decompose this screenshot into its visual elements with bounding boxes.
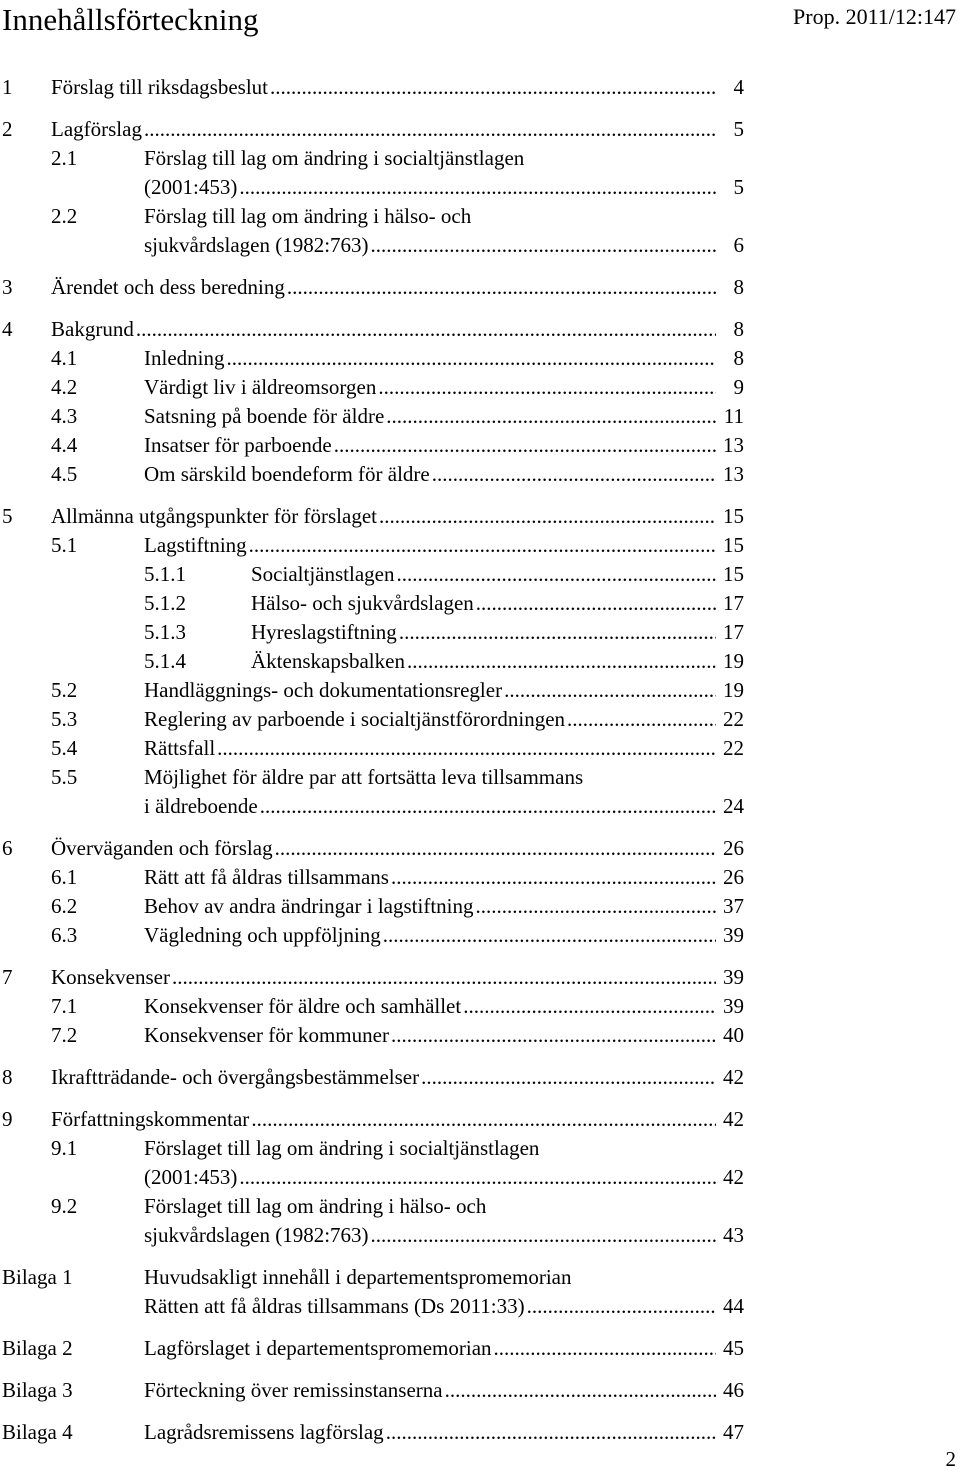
- toc-entry[interactable]: [0, 1292, 744, 1320]
- toc-page-number: 44: [723, 1294, 744, 1318]
- toc-entry-title: Hyreslagstiftning: [251, 620, 397, 644]
- toc-page-number: 5: [733, 117, 744, 141]
- dot-leader: [396, 560, 716, 588]
- dot-leader: [249, 531, 716, 559]
- toc-entry-title: Insatser för parboende: [144, 433, 332, 457]
- toc-page-number: 26: [723, 865, 744, 889]
- toc-page-number: 17: [723, 591, 744, 615]
- toc-page-number: 42: [723, 1107, 744, 1131]
- toc-entry-title: Vägledning och uppföljning: [144, 923, 381, 947]
- toc-entry-number: Bilaga 3: [2, 1378, 73, 1402]
- toc-entry-number: 4.3: [51, 404, 78, 428]
- toc-entry-title: sjukvårdslagen (1982:763): [144, 233, 369, 257]
- toc-page-number: 46: [723, 1378, 744, 1402]
- dot-leader: [217, 734, 716, 762]
- toc-entry[interactable]: [0, 531, 744, 559]
- toc-entry[interactable]: [0, 1376, 744, 1404]
- dot-leader: [371, 231, 716, 259]
- toc-entry-title: Behov av andra ändringar i lagstiftning: [144, 894, 474, 918]
- dot-leader: [239, 1163, 716, 1191]
- dot-leader: [567, 705, 716, 733]
- toc-page-number: 8: [733, 317, 744, 341]
- toc-entry[interactable]: [0, 1134, 744, 1162]
- toc-entry-number: Bilaga 2: [2, 1336, 73, 1360]
- toc-entry-title: Förteckning över remissinstanserna: [144, 1378, 443, 1402]
- dot-leader: [504, 676, 716, 704]
- toc-entry[interactable]: [0, 315, 744, 343]
- dot-leader: [386, 1418, 716, 1446]
- toc-page-number: 47: [723, 1420, 744, 1444]
- toc-entry-number: 8: [2, 1065, 13, 1089]
- toc-entry-number: 5.1: [51, 533, 78, 557]
- toc-entry[interactable]: [0, 863, 744, 891]
- toc-entry-number: 5.1.1: [144, 562, 186, 586]
- toc-page-number: 37: [723, 894, 744, 918]
- toc-entry-number: 2: [2, 117, 13, 141]
- toc-entry-number: 5: [2, 504, 13, 528]
- toc-entry-number: 4.4: [51, 433, 78, 457]
- toc-entry-title: Äktenskapsbalken: [251, 649, 405, 673]
- toc-entry-title: i äldreboende: [144, 794, 258, 818]
- toc-entry[interactable]: [0, 402, 744, 430]
- toc-entry-title: (2001:453): [144, 175, 238, 199]
- toc-entry-title: Värdigt liv i äldreomsorgen: [144, 375, 377, 399]
- toc-entry[interactable]: [0, 560, 744, 588]
- toc-entry[interactable]: [0, 144, 744, 172]
- toc-entry-title: Lagförslag: [51, 117, 142, 141]
- toc-page-number: 19: [723, 649, 744, 673]
- toc-entry[interactable]: [0, 1163, 744, 1191]
- toc-page-number: 42: [723, 1065, 744, 1089]
- toc-entry-number: 9: [2, 1107, 13, 1131]
- dot-leader: [172, 963, 716, 991]
- toc-page-number: 19: [723, 678, 744, 702]
- toc-entry-number: 4: [2, 317, 13, 341]
- toc-entry[interactable]: [0, 921, 744, 949]
- page-number: 2: [945, 1447, 956, 1471]
- toc-entry[interactable]: [0, 734, 744, 762]
- toc-entry-title: Konsekvenser: [51, 965, 170, 989]
- toc-entry[interactable]: [0, 373, 744, 401]
- toc-entry-number: 9.2: [51, 1194, 78, 1218]
- dot-leader: [399, 618, 716, 646]
- toc-page-number: 15: [723, 504, 744, 528]
- toc-entry-title: (2001:453): [144, 1165, 238, 1189]
- dot-leader: [494, 1334, 716, 1362]
- toc-page-number: 22: [723, 707, 744, 731]
- toc-entry[interactable]: [0, 115, 744, 143]
- toc-entry-number: 5.1.3: [144, 620, 186, 644]
- toc-entry-title: Socialtjänstlagen: [251, 562, 395, 586]
- toc-entry[interactable]: [0, 460, 744, 488]
- toc-entry-number: 7.2: [51, 1023, 78, 1047]
- toc-entry[interactable]: [0, 705, 744, 733]
- page-title: Innehållsförteckning: [2, 2, 259, 37]
- toc-page-number: 26: [723, 836, 744, 860]
- toc-entry[interactable]: [0, 502, 744, 530]
- toc-entry[interactable]: [0, 676, 744, 704]
- toc-page-number: 6: [733, 233, 744, 257]
- toc-entry-number: 5.2: [51, 678, 78, 702]
- toc-entry-title: Överväganden och förslag: [51, 836, 273, 860]
- toc-page-number: 13: [723, 462, 744, 486]
- toc-entry-title: Förslaget till lag om ändring i socialtjänstlagen: [144, 1136, 540, 1160]
- toc-entry-number: 2.1: [51, 146, 78, 170]
- toc-page-number: 5: [733, 175, 744, 199]
- toc-entry-number: 9.1: [51, 1136, 78, 1160]
- toc-entry-number: 6: [2, 836, 13, 860]
- dot-leader: [386, 402, 716, 430]
- toc-page-number: 39: [723, 994, 744, 1018]
- toc-entry-title: Hälso- och sjukvårdslagen: [251, 591, 474, 615]
- toc-entry-title: Rätt att få åldras tillsammans: [144, 865, 389, 889]
- toc-page-number: 15: [723, 562, 744, 586]
- dot-leader: [476, 589, 716, 617]
- toc-entry-title: Förslag till riksdagsbeslut: [51, 75, 268, 99]
- toc-entry[interactable]: [0, 1263, 744, 1291]
- toc-entry-number: 6.1: [51, 865, 78, 889]
- toc-entry[interactable]: [0, 344, 744, 372]
- toc-entry[interactable]: [0, 834, 744, 862]
- toc-entry-title: Inledning: [144, 346, 225, 370]
- toc-entry-number: 1: [2, 75, 13, 99]
- toc-page-number: 45: [723, 1336, 744, 1360]
- toc-entry-title: Lagförslaget i departementspromemorian: [144, 1336, 492, 1360]
- dot-leader: [445, 1376, 716, 1404]
- toc-entry-title: Huvudsakligt innehåll i departementspromemorian: [144, 1265, 572, 1289]
- toc-entry-number: 6.3: [51, 923, 78, 947]
- dot-leader: [144, 115, 716, 143]
- toc-entry-number: 5.1.2: [144, 591, 186, 615]
- toc-page-number: 43: [723, 1223, 744, 1247]
- toc-entry[interactable]: [0, 1334, 744, 1362]
- dot-leader: [378, 373, 716, 401]
- toc-page-number: 8: [733, 346, 744, 370]
- dot-leader: [270, 73, 716, 101]
- toc-entry-number: 3: [2, 275, 13, 299]
- toc-page-number: 4: [733, 75, 744, 99]
- toc-entry-number: Bilaga 4: [2, 1420, 73, 1444]
- toc-page-number: 17: [723, 620, 744, 644]
- toc-entry[interactable]: [0, 763, 744, 791]
- toc-entry-number: 5.1.4: [144, 649, 186, 673]
- toc-entry-title: Rättsfall: [144, 736, 216, 760]
- toc-page-number: 39: [723, 965, 744, 989]
- toc-page-number: 11: [723, 404, 744, 428]
- dot-leader: [260, 792, 716, 820]
- dot-leader: [226, 344, 716, 372]
- dot-leader: [391, 1021, 716, 1049]
- toc-entry[interactable]: [0, 273, 744, 301]
- toc-entry-number: 7: [2, 965, 13, 989]
- toc-entry[interactable]: [0, 647, 744, 675]
- dot-leader: [476, 892, 717, 920]
- toc-entry-number: 4.2: [51, 375, 78, 399]
- toc-entry-title: Förslag till lag om ändring i hälso- och: [144, 204, 472, 228]
- toc-page-number: 9: [733, 375, 744, 399]
- toc-entry[interactable]: [0, 1021, 744, 1049]
- toc-entry-title: Möjlighet för äldre par att fortsätta leva tillsammans: [144, 765, 584, 789]
- toc-page-number: 22: [723, 736, 744, 760]
- toc-entry-title: Bakgrund: [51, 317, 134, 341]
- dot-leader: [421, 1063, 716, 1091]
- toc-entry[interactable]: [0, 431, 744, 459]
- toc-entry-number: 7.1: [51, 994, 78, 1018]
- toc-entry[interactable]: [0, 202, 744, 230]
- dot-leader: [527, 1292, 716, 1320]
- toc-entry[interactable]: [0, 792, 744, 820]
- toc-entry-title: Reglering av parboende i socialtjänstförordningen: [144, 707, 566, 731]
- toc-entry-title: Konsekvenser för äldre och samhället: [144, 994, 462, 1018]
- toc-entry-title: Satsning på boende för äldre: [144, 404, 385, 428]
- dot-leader: [334, 431, 716, 459]
- toc-entry-title: Förslaget till lag om ändring i hälso- och: [144, 1194, 487, 1218]
- toc-entry[interactable]: [0, 618, 744, 646]
- toc-entry-title: Författningskommentar: [51, 1107, 250, 1131]
- toc-entry-number: Bilaga 1: [2, 1265, 73, 1289]
- toc-entry[interactable]: [0, 992, 744, 1020]
- toc-entry-title: Lagstiftning: [144, 533, 247, 557]
- toc-entry[interactable]: [0, 963, 744, 991]
- dot-leader: [407, 647, 716, 675]
- toc-page-number: 39: [723, 923, 744, 947]
- toc-page-number: 42: [723, 1165, 744, 1189]
- toc-entry-title: Rätten att få åldras tillsammans (Ds 2011:33): [144, 1294, 525, 1318]
- toc-entry-number: 5.4: [51, 736, 78, 760]
- dot-leader: [383, 921, 716, 949]
- toc-entry-number: 5.3: [51, 707, 78, 731]
- toc-entry-title: Om särskild boendeform för äldre: [144, 462, 430, 486]
- toc-entry-title: Handläggnings- och dokumentationsregler: [144, 678, 503, 702]
- toc-page-number: 13: [723, 433, 744, 457]
- dot-leader: [371, 1221, 716, 1249]
- toc-entry-title: Förslag till lag om ändring i socialtjänstlagen: [144, 146, 525, 170]
- dot-leader: [287, 273, 716, 301]
- toc-entry[interactable]: [0, 589, 744, 617]
- toc-entry[interactable]: [0, 892, 744, 920]
- proposition-id: Prop. 2011/12:147: [793, 4, 956, 29]
- toc-entry-title: Ärendet och dess beredning: [51, 275, 285, 299]
- dot-leader: [136, 315, 716, 343]
- dot-leader: [463, 992, 716, 1020]
- toc-entry-number: 4.5: [51, 462, 78, 486]
- toc-entry-number: 5.5: [51, 765, 78, 789]
- toc-entry[interactable]: [0, 1192, 744, 1220]
- dot-leader: [239, 173, 716, 201]
- toc-entry[interactable]: [0, 1418, 744, 1446]
- toc-page-number: 8: [733, 275, 744, 299]
- toc-page-number: 15: [723, 533, 744, 557]
- toc-entry[interactable]: [0, 73, 744, 101]
- toc-entry[interactable]: [0, 1105, 744, 1133]
- toc-page-number: 24: [723, 794, 744, 818]
- dot-leader: [379, 502, 716, 530]
- toc-entry-title: Ikraftträdande- och övergångsbestämmelser: [51, 1065, 420, 1089]
- dot-leader: [391, 863, 716, 891]
- toc-entry-title: Allmänna utgångspunkter för förslaget: [51, 504, 377, 528]
- toc-entry[interactable]: [0, 1221, 744, 1249]
- toc-entry[interactable]: [0, 231, 744, 259]
- dot-leader: [432, 460, 716, 488]
- toc-entry-title: Konsekvenser för kommuner: [144, 1023, 389, 1047]
- toc-entry[interactable]: [0, 173, 744, 201]
- toc-entry-title: Lagrådsremissens lagförslag: [144, 1420, 384, 1444]
- toc-page-number: 40: [723, 1023, 744, 1047]
- toc-entry-number: 6.2: [51, 894, 78, 918]
- toc-entry-number: 2.2: [51, 204, 78, 228]
- dot-leader: [251, 1105, 716, 1133]
- toc-entry-title: sjukvårdslagen (1982:763): [144, 1223, 369, 1247]
- toc-entry-number: 4.1: [51, 346, 78, 370]
- dot-leader: [275, 834, 716, 862]
- toc-entry[interactable]: [0, 1063, 744, 1091]
